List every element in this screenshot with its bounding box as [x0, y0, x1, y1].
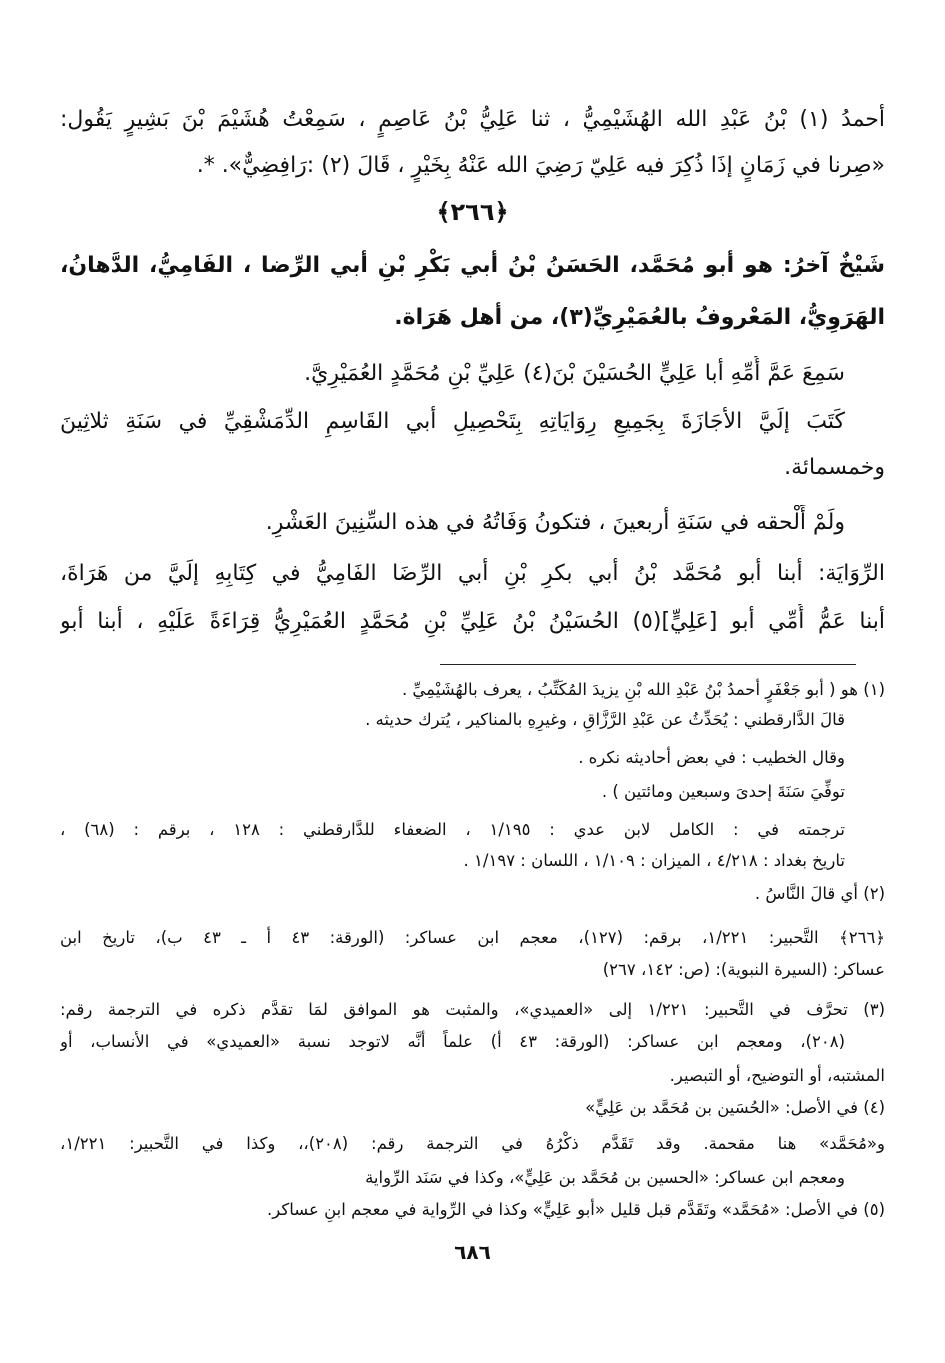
footnote-line: توفِّيَ سَنَةَ إحدىَ وسبعين ومائتين ) .: [601, 782, 845, 801]
body-line: الرِّوَايَة: أبنا أبو مُحَمَّد بْنُ أبي بكرِ بْنِ أبي الرِّضَا الفَامِيُّ في كِتَابِهِ إلَيَّ من هَرَاةَ،: [60, 561, 885, 586]
body-line: كَتَبَ إلَيَّ الأجَازَةَ بِجَمِيعِ رِوَايَاتِهِ بِتَحْصِيلِ أبي القَاسِمِ الدِّمَشْقِيِّ في سَنَةِ ثلاثِينَ: [60, 409, 845, 434]
footnote-line: و«مُحَمَّد» هنا مقحمة. وقد تَقَدَّم ذكْرُهُ في الترجمة رقم: (٢٠٨)،، وكذا في التَّحبير: ١/٢٢١،: [60, 1134, 885, 1153]
footnote-line: (٢٠٨)، ومعجم ابن عساكر: (الورقة: ٤٣ أ) علماً أنَّه لاتوجد نسبة «العميدي» في الأنساب، أو: [60, 1032, 845, 1051]
text-line: «صِرنا في زَمَانٍ إذَا ذُكِرَ فيه عَلِيّ رَضِيَ الله عَنْهُ بِخَيْرٍ ، قَالَ (٢) :رَافِضِيٌّ». *.: [196, 153, 885, 178]
footnote-separator: [440, 664, 856, 665]
body-line: ولَمْ أَلْحقه في سَنَةِ أربعينَ ، فتكونُ وَفَاتُهُ في هذه السِّنِينَ العَشْرِ.: [265, 510, 845, 535]
footnote-line: ترجمته في : الكامل لابن عدي : ١/١٩٥ ، الضعفاء للدَّارقطني : ١٢٨ ، برقم : (٦٨) ،: [60, 820, 845, 839]
body-line: أبنا عَمُّ أُمِّي أبو [عَلِيٍّ](٥) الحُسَيْنُ بْنُ عَلِيِّ بْنِ مُحَمَّدٍ العُمَيْرِيُّ قِرَاءَةً عَلَيْهِ ، أبنا أبو: [60, 609, 885, 634]
footnote-line: (٣) تحرَّف في التَّحبير: ١/٢٢١ إلى «العميدي»، والمثبت هو الموافق لمَا تقدَّم ذكره في الترجمة رقم:: [60, 1000, 885, 1019]
footnote-line: (٢) أي قالَ النَّاسُ .: [754, 884, 885, 903]
footnote-line: ومعجم ابن عساكر: «الحسين بن مُحَمَّد بن عَلِيٍّ»، وكذا في سَنَد الرِّواية: [365, 1168, 845, 1187]
footnote-line: وقال الخطيب : في بعض أحاديثه نكره .: [578, 748, 845, 767]
footnote-line: قالَ الدَّارقطني : يُحَدِّثُ عن عَبْدِ الرَّزَّاقِ ، وغيرِهِ بالمناكير ، يُترك حديثه .: [365, 710, 845, 729]
page-number: ٦٨٦: [454, 1240, 491, 1264]
footnote-line: ﴿٢٦٦﴾ التَّحبير: ١/٢٢١، برقم: (١٢٧)، معجم ابن عساكر: (الورقة: ٤٣ أ ـ ٤٣ ب)، تاريخ ابن: [60, 928, 885, 947]
text-line: أحمدُ (١) بْنُ عَبْدِ الله الهُشَيْمِيُّ ، ثنا عَلِيُّ بْنُ عَاصِمٍ ، سَمِعْتُ هُشَيْمَ بْنَ بَشِيرٍ يَقُول:: [60, 107, 885, 132]
footnote-line: تاريخ بغداد : ٤/٢١٨ ، الميزان : ١/١٠٩ ، اللسان : ١/١٩٧ .: [463, 851, 845, 870]
footnote-line: (١) هو ( أبو جَعْفَرٍ أحمدُ بْنُ عَبْدِ الله بْنِ يزيدَ المُكَتِّبُ ، يعرف بالهُشَيْمِيِّ .: [401, 680, 885, 699]
body-line: وخمسمائة.: [784, 455, 885, 480]
entry-title-line: الهَرَوِيُّ، المَعْروفُ بالعُمَيْرِيِّ(٣)، من أهل هَرَاة.: [394, 305, 885, 330]
entry-title-line: شَيْخٌ آخرُ: هو أبو مُحَمَّد، الحَسَنُ بْنُ أبي بَكْرِ بْنِ أبي الرِّضا ، الفَامِيُّ، الدَّهانُ،: [60, 253, 885, 278]
footnote-line: (٤) في الأصل: «الحُسَين بن مُحَمَّد بن عَلِيٍّ»: [585, 1098, 885, 1117]
footnote-line: المشتبه، أو التوضيح، أو التبصير.: [669, 1066, 885, 1085]
footnote-line: عساكر: (السيرة النبوية): (ص: ١٤٢، ٢٦٧): [602, 960, 885, 979]
footnote-line: (٥) في الأصل: «مُحَمَّد» وتَقَدَّم قبل قليل «أبو عَلِيٍّ» وكذا في الرِّواية في معجم ابنِ عساكر.: [267, 1200, 885, 1219]
entry-number: ﴿٢٦٦﴾: [436, 198, 509, 226]
body-line: سَمِعَ عَمَّ أُمِّهِ أبا عَلِيٍّ الحُسَيْنَ بْنَ(٤) عَلِيِّ بْنِ مُحَمَّدٍ العُمَيْرِيَّ.: [304, 361, 845, 386]
